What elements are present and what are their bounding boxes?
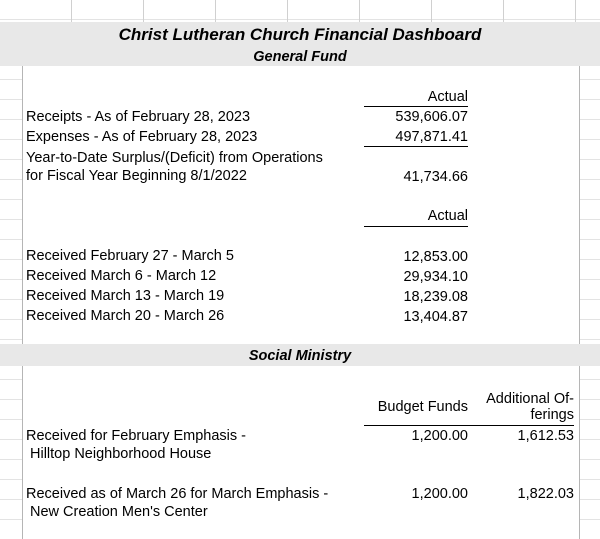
page-title: Christ Lutheran Church Financial Dashboard bbox=[118, 25, 482, 44]
weekly-row-value: 18,239.08 bbox=[403, 289, 468, 305]
additional-offerings-header-line-2: ferings bbox=[530, 407, 574, 423]
march-emphasis-label-line-2: New Creation Men's Center bbox=[30, 504, 208, 520]
surplus-label-line-1: Year-to-Date Surplus/(Deficit) from Operations bbox=[26, 150, 323, 166]
weekly-row-value: 13,404.87 bbox=[403, 309, 468, 325]
expenses-value: 497,871.41 bbox=[395, 129, 468, 145]
expenses-label: Expenses - As of February 28, 2023 bbox=[26, 129, 258, 145]
weekly-row-label: Received March 6 - March 12 bbox=[26, 268, 217, 284]
budget-funds-header: Budget Funds bbox=[377, 399, 468, 415]
receipts-value: 539,606.07 bbox=[395, 109, 468, 125]
actual-column-header: Actual bbox=[427, 89, 468, 105]
receipts-label: Receipts - As of February 28, 2023 bbox=[26, 109, 251, 125]
social-header-underline bbox=[364, 425, 574, 426]
weekly-row-value: 12,853.00 bbox=[403, 249, 468, 265]
weekly-row-label: Received March 13 - March 19 bbox=[26, 288, 225, 304]
surplus-value: 41,734.66 bbox=[403, 169, 468, 185]
expenses-underline bbox=[364, 146, 468, 147]
additional-offerings-header-line-1: Additional Of- bbox=[486, 391, 574, 407]
social-ministry-heading: Social Ministry bbox=[248, 348, 352, 364]
weekly-actual-header: Actual bbox=[427, 208, 468, 224]
weekly-header-underline bbox=[364, 226, 468, 227]
february-emphasis-label-line-1: Received for February Emphasis - bbox=[26, 428, 246, 444]
weekly-row-value: 29,934.10 bbox=[403, 269, 468, 285]
surplus-label-line-2: for Fiscal Year Beginning 8/1/2022 bbox=[26, 168, 247, 184]
february-emphasis-label-line-2: Hilltop Neighborhood House bbox=[30, 446, 212, 462]
general-fund-heading: General Fund bbox=[253, 49, 347, 65]
weekly-row-label: Received March 20 - March 26 bbox=[26, 308, 225, 324]
header-underline bbox=[364, 106, 468, 107]
march-additional-value: 1,822.03 bbox=[517, 486, 574, 502]
february-additional-value: 1,612.53 bbox=[517, 428, 574, 444]
february-budget-value: 1,200.00 bbox=[411, 428, 468, 444]
march-budget-value: 1,200.00 bbox=[411, 486, 468, 502]
weekly-row-label: Received February 27 - March 5 bbox=[26, 248, 234, 264]
march-emphasis-label-line-1: Received as of March 26 for March Emphasis - bbox=[26, 486, 329, 502]
